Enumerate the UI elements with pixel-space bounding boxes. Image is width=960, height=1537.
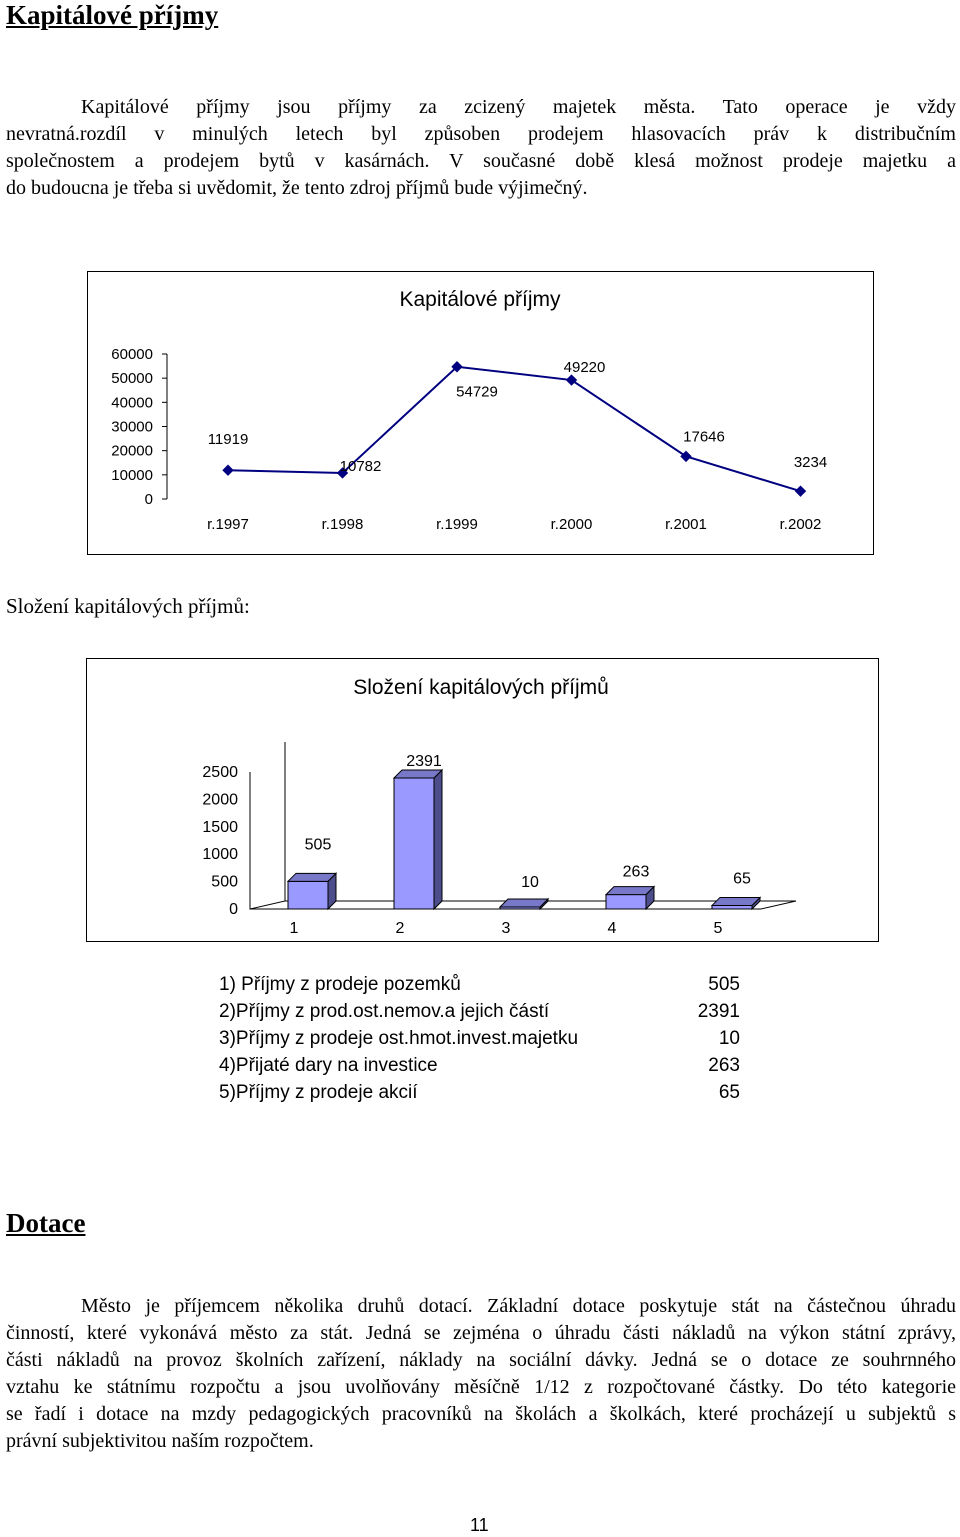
data-label: 49220 [563,359,606,377]
legend-label: 3)Příjmy z prodeje ost.hmot.invest.majetku [219,1028,579,1049]
kapitalove-prijmy-paragraph [6,94,956,202]
dotace-paragraph [6,1293,956,1455]
x-tick-label: r.2000 [550,516,593,533]
legend-row [219,1079,740,1106]
bar-chart-frame [86,658,879,942]
x-tick-label: 1 [289,920,299,937]
legend-label: 5)Příjmy z prodeje akcií [219,1082,418,1103]
data-label: 505 [304,836,332,854]
slozeni-label: Složení kapitálových příjmů: [6,594,250,618]
y-tick-label: 1500 [202,818,238,836]
data-label: 11919 [207,431,249,449]
line-chart-frame [87,271,874,555]
bar-top [500,899,548,907]
legend-label: 1) Příjmy z prodeje pozemků [219,974,461,995]
paragraph-line: se řadí i dotace na mzdy pedagogických pracovníků na školách a školkách, které procházejí u subjektů s [6,1403,956,1425]
bar-front [394,778,434,909]
y-tick-label: 50000 [111,370,153,388]
x-tick-label: r.2002 [779,516,822,533]
axis-wall [250,742,285,909]
y-tick-label: 1000 [202,846,238,864]
bar-front [288,881,328,909]
legend-row [219,1052,740,1079]
bar-front [606,895,646,909]
legend-value: 65 [718,1082,740,1103]
paragraph-line: společnostem a prodejem bytů v kasárnách. V současné době klesá možnost prodeje majetku a [6,150,956,172]
paragraph-line: právní subjektivitou naším rozpočtem. [6,1430,314,1452]
data-label: 54729 [456,383,498,401]
data-label: 17646 [683,428,725,446]
bar-top [288,873,336,881]
paragraph-line: Město je příjemcem několika druhů dotací. Základní dotace poskytuje stát na částečnou úhradu [81,1295,956,1317]
y-tick-label: 40000 [111,394,153,412]
y-tick-label: 30000 [111,418,153,436]
y-tick-label: 10000 [111,466,153,484]
y-tick-label: 0 [144,491,153,508]
y-tick-label: 2000 [202,791,238,809]
legend-label: 2)Příjmy z prod.ost.nemov.a jejich částí [219,1001,550,1022]
line-chart [88,272,873,554]
y-tick-label: 2500 [202,764,238,781]
legend-value: 10 [718,1028,740,1049]
legend-value: 505 [708,974,740,995]
x-tick-label: 5 [713,920,723,937]
bar-top [394,770,442,778]
page-number: 11 [470,1515,489,1535]
legend-value: 263 [708,1055,740,1076]
legend-row [219,998,740,1025]
composition-legend [219,971,740,1106]
paragraph-line: do budoucna je třeba si uvědomit, že tento zdroj příjmů bude výjimečný. [6,177,588,199]
bar-front [712,905,752,909]
data-label: 10 [521,874,539,891]
data-label: 3234 [793,454,828,472]
y-tick-label: 60000 [111,346,153,363]
bar-side [434,770,442,909]
data-label: 65 [733,870,751,888]
legend-row [219,971,740,998]
bar-chart [87,659,878,941]
floor-right-edge [761,901,796,909]
section-heading-dotace: Dotace [6,1208,86,1238]
paragraph-line: činností, které vykonává město za stát. Jedná se zejména o úhradu části nákladů na výkon státní zprávy, [6,1322,956,1344]
bar-top [712,897,760,905]
data-point-marker [223,465,233,475]
x-tick-label: 3 [501,920,511,937]
x-tick-label: 2 [395,920,405,937]
line-chart-title: Kapitálové příjmy [399,288,561,311]
x-tick-label: 4 [607,920,617,937]
paragraph-line: vztahu ke státnímu rozpočtu a jsou uvolňovány měsíčně 1/12 z rozpočtované částky. Do této kategorie [6,1376,956,1398]
x-tick-label: r.1997 [207,516,249,533]
paragraph-line: části nákladů na provoz školních zařízení, náklady na sociální dávky. Jedná se o dotace ze souhrnného [6,1349,956,1371]
x-tick-label: r.1998 [321,516,364,533]
bar-top [606,887,654,895]
legend-label: 4)Přijaté dary na investice [219,1055,438,1076]
data-point-marker [796,486,806,496]
bar-chart-title: Složení kapitálových příjmů [353,676,609,699]
y-tick-label: 500 [211,873,238,891]
data-label: 10782 [339,457,382,475]
x-tick-label: r.1999 [436,516,478,533]
legend-value: 2391 [697,1001,740,1022]
y-tick-label: 0 [229,901,238,918]
data-label: 263 [622,863,650,881]
x-tick-label: r.2001 [665,516,707,533]
y-tick-label: 20000 [111,442,153,460]
legend-row [219,1025,740,1052]
paragraph-line: Kapitálové příjmy jsou příjmy za zcizený majetek města. Tato operace je vždy [81,96,956,118]
section-heading-kapitalove-prijmy: Kapitálové příjmy [6,0,219,30]
paragraph-line: nevratná.rozdíl v minulých letech byl způsoben prodejem hlasovacích práv k distribučním [6,123,956,145]
data-label: 2391 [406,752,442,770]
